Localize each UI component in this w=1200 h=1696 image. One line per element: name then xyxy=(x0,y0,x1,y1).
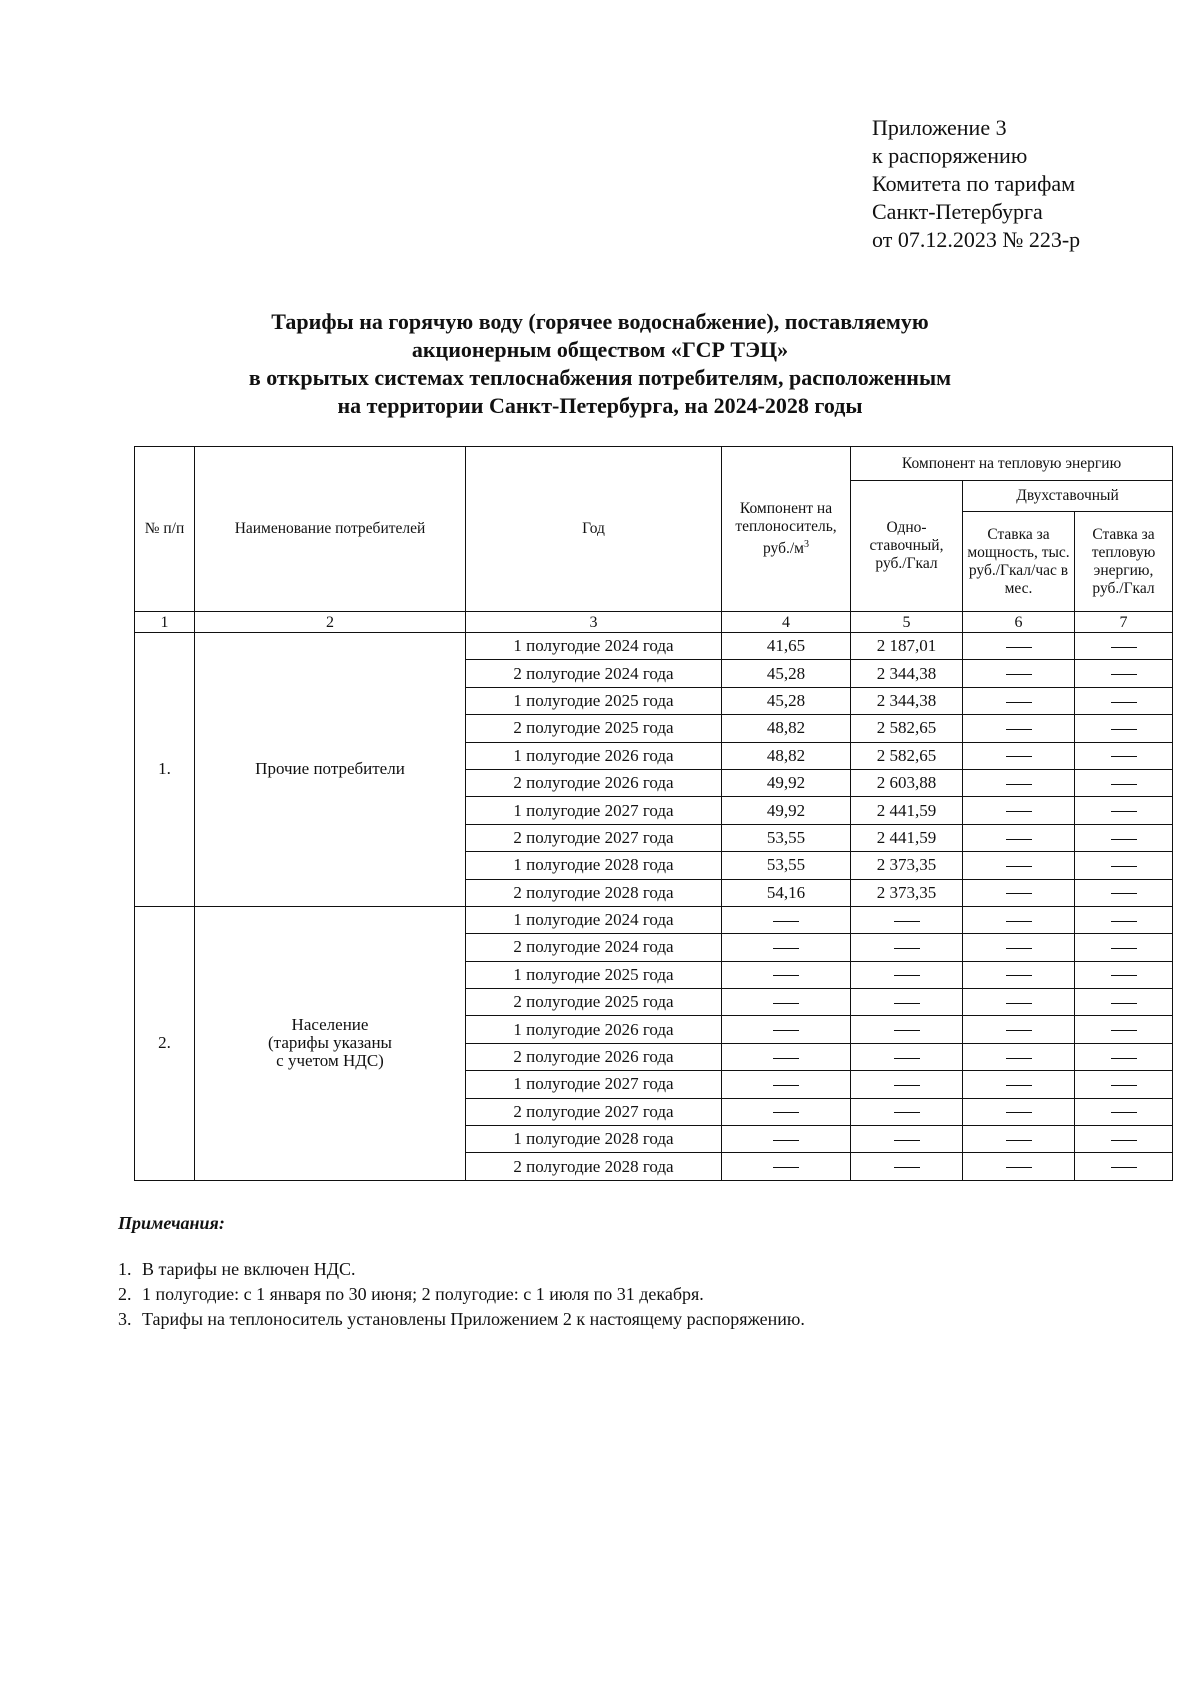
dash-mark xyxy=(1111,1112,1137,1113)
capacity-cell xyxy=(963,769,1075,796)
dash-mark xyxy=(1006,1112,1032,1113)
carrier-cell: 45,28 xyxy=(722,660,851,687)
dash-mark xyxy=(1006,839,1032,840)
dash-mark xyxy=(773,1003,799,1004)
period-cell: 1 полугодие 2027 года xyxy=(466,797,722,824)
period-cell: 2 полугодие 2028 года xyxy=(466,879,722,906)
annex-line: Комитета по тарифам xyxy=(872,171,1076,196)
dash-mark xyxy=(1111,1167,1137,1168)
note-text: 1 полугодие: с 1 января по 30 июня; 2 полугодие: с 1 июля по 31 декабря. xyxy=(142,1284,704,1304)
period-cell: 1 полугодие 2028 года xyxy=(466,1126,722,1153)
dash-mark xyxy=(894,975,920,976)
dash-mark xyxy=(773,921,799,922)
dash-mark xyxy=(894,1058,920,1059)
capacity-cell xyxy=(963,660,1075,687)
energy-cell xyxy=(1075,1153,1173,1180)
dash-mark xyxy=(773,1167,799,1168)
column-number: 2 xyxy=(195,612,466,633)
dash-mark xyxy=(1111,839,1137,840)
dash-mark xyxy=(1006,647,1032,648)
header-consumer: Наименование потребителей xyxy=(195,447,466,612)
annex-reference xyxy=(872,114,1080,254)
capacity-cell xyxy=(963,1153,1075,1180)
carrier-cell: 49,92 xyxy=(722,797,851,824)
carrier-cell xyxy=(722,1016,851,1043)
dash-mark xyxy=(1111,811,1137,812)
title-line: акционерным обществом «ГСР ТЭЦ» xyxy=(411,337,789,362)
single-cell: 2 582,65 xyxy=(851,715,963,742)
tariff-body xyxy=(135,633,1173,1181)
dash-mark xyxy=(1006,975,1032,976)
capacity-cell xyxy=(963,879,1075,906)
dash-mark xyxy=(773,975,799,976)
group-number: 2. xyxy=(135,906,195,1180)
energy-cell xyxy=(1075,879,1173,906)
period-cell: 2 полугодие 2026 года xyxy=(466,769,722,796)
note-number: 1. xyxy=(118,1259,132,1279)
single-cell xyxy=(851,934,963,961)
table-row xyxy=(135,633,1173,660)
carrier-cell: 53,55 xyxy=(722,852,851,879)
dash-mark xyxy=(1006,921,1032,922)
capacity-cell xyxy=(963,961,1075,988)
note-text: В тарифы не включен НДС. xyxy=(142,1259,356,1279)
column-number: 1 xyxy=(135,612,195,633)
annex-line: от 07.12.2023 № 223-р xyxy=(872,227,1081,252)
period-cell: 2 полугодие 2025 года xyxy=(466,989,722,1016)
header-carrier xyxy=(722,447,851,612)
dash-mark xyxy=(1111,674,1137,675)
consumer-name xyxy=(195,906,466,1180)
annex-line: Приложение 3 xyxy=(872,115,1007,140)
period-cell: 2 полугодие 2024 года xyxy=(466,934,722,961)
dash-mark xyxy=(894,1085,920,1086)
capacity-cell xyxy=(963,687,1075,714)
single-cell: 2 582,65 xyxy=(851,742,963,769)
annex-line: к распоряжению xyxy=(872,143,1028,168)
carrier-cell xyxy=(722,906,851,933)
single-cell xyxy=(851,989,963,1016)
dash-mark xyxy=(1111,756,1137,757)
column-number: 5 xyxy=(851,612,963,633)
consumer-name-line: с учетом НДС) xyxy=(276,1051,384,1071)
column-number: 7 xyxy=(1075,612,1173,633)
carrier-cell: 54,16 xyxy=(722,879,851,906)
notes-title: Примечания: xyxy=(118,1213,225,1233)
document-title xyxy=(150,308,1050,420)
dash-mark xyxy=(1111,975,1137,976)
energy-cell xyxy=(1075,1098,1173,1125)
consumer-name-line: Население xyxy=(291,1015,369,1035)
period-cell: 1 полугодие 2025 года xyxy=(466,961,722,988)
dash-mark xyxy=(1111,1140,1137,1141)
dash-mark xyxy=(1111,948,1137,949)
header-year: Год xyxy=(466,447,722,612)
dash-mark xyxy=(1111,647,1137,648)
capacity-cell xyxy=(963,797,1075,824)
single-cell xyxy=(851,1126,963,1153)
dash-mark xyxy=(1006,729,1032,730)
dash-mark xyxy=(1111,866,1137,867)
note-item xyxy=(118,1282,805,1307)
energy-cell xyxy=(1075,633,1173,660)
annex-line: Санкт-Петербурга xyxy=(872,199,1043,224)
energy-cell xyxy=(1075,1126,1173,1153)
energy-cell xyxy=(1075,1071,1173,1098)
capacity-cell xyxy=(963,824,1075,851)
carrier-cell: 41,65 xyxy=(722,633,851,660)
dash-mark xyxy=(1111,1003,1137,1004)
dash-mark xyxy=(773,1140,799,1141)
energy-cell xyxy=(1075,1016,1173,1043)
dash-mark xyxy=(894,1140,920,1141)
dash-mark xyxy=(773,1030,799,1031)
header-carrier-text: Компонент на теплоноситель, руб./м xyxy=(735,499,837,558)
carrier-cell xyxy=(722,989,851,1016)
single-cell xyxy=(851,961,963,988)
period-cell: 1 полугодие 2027 года xyxy=(466,1071,722,1098)
dash-mark xyxy=(773,1085,799,1086)
header-two-rate: Двухставочный xyxy=(963,481,1173,512)
dash-mark xyxy=(1006,674,1032,675)
capacity-cell xyxy=(963,715,1075,742)
single-cell: 2 373,35 xyxy=(851,879,963,906)
carrier-cell: 45,28 xyxy=(722,687,851,714)
capacity-cell xyxy=(963,1043,1075,1070)
energy-cell xyxy=(1075,824,1173,851)
dash-mark xyxy=(1111,729,1137,730)
single-cell: 2 344,38 xyxy=(851,687,963,714)
single-cell xyxy=(851,1043,963,1070)
header-num: № п/п xyxy=(135,447,195,612)
dash-mark xyxy=(894,1030,920,1031)
single-cell xyxy=(851,1016,963,1043)
capacity-cell xyxy=(963,934,1075,961)
energy-cell xyxy=(1075,1043,1173,1070)
dash-mark xyxy=(1006,784,1032,785)
energy-cell xyxy=(1075,906,1173,933)
dash-mark xyxy=(1111,1030,1137,1031)
header-single-rate: Одно-ставочный, руб./Гкал xyxy=(851,481,963,612)
consumer-name-line: (тарифы указаны xyxy=(268,1033,392,1053)
column-number-row xyxy=(135,612,1173,633)
table-row xyxy=(135,906,1173,933)
dash-mark xyxy=(1006,756,1032,757)
header-capacity-rate: Ставка за мощность, тыс. руб./Гкал/час в мес. xyxy=(963,512,1075,612)
header-heat-component: Компонент на тепловую энергию xyxy=(851,447,1173,481)
energy-cell xyxy=(1075,715,1173,742)
dash-mark xyxy=(894,1112,920,1113)
capacity-cell xyxy=(963,906,1075,933)
carrier-cell xyxy=(722,961,851,988)
capacity-cell xyxy=(963,989,1075,1016)
column-number: 6 xyxy=(963,612,1075,633)
single-cell xyxy=(851,1098,963,1125)
dash-mark xyxy=(894,948,920,949)
energy-cell xyxy=(1075,961,1173,988)
note-item xyxy=(118,1307,805,1332)
dash-mark xyxy=(1006,1140,1032,1141)
period-cell: 2 полугодие 2025 года xyxy=(466,715,722,742)
carrier-cell xyxy=(722,1043,851,1070)
dash-mark xyxy=(1006,893,1032,894)
carrier-cell xyxy=(722,1126,851,1153)
capacity-cell xyxy=(963,1098,1075,1125)
single-cell: 2 441,59 xyxy=(851,797,963,824)
dash-mark xyxy=(1006,1085,1032,1086)
energy-cell xyxy=(1075,660,1173,687)
period-cell: 1 полугодие 2028 года xyxy=(466,852,722,879)
period-cell: 1 полугодие 2025 года xyxy=(466,687,722,714)
capacity-cell xyxy=(963,852,1075,879)
dash-mark xyxy=(894,1167,920,1168)
single-cell: 2 187,01 xyxy=(851,633,963,660)
dash-mark xyxy=(773,948,799,949)
single-cell: 2 441,59 xyxy=(851,824,963,851)
period-cell: 2 полугодие 2024 года xyxy=(466,660,722,687)
period-cell: 1 полугодие 2026 года xyxy=(466,1016,722,1043)
header-energy-rate: Ставка за тепловую энергию, руб./Гкал xyxy=(1075,512,1173,612)
header-carrier-sup: 3 xyxy=(803,538,809,550)
energy-cell xyxy=(1075,852,1173,879)
dash-mark xyxy=(1111,921,1137,922)
dash-mark xyxy=(894,1003,920,1004)
period-cell: 2 полугодие 2028 года xyxy=(466,1153,722,1180)
note-item xyxy=(118,1257,805,1282)
energy-cell xyxy=(1075,687,1173,714)
group-number: 1. xyxy=(135,633,195,907)
dash-mark xyxy=(773,1058,799,1059)
dash-mark xyxy=(1006,1003,1032,1004)
energy-cell xyxy=(1075,989,1173,1016)
note-number: 2. xyxy=(118,1284,132,1304)
carrier-cell: 53,55 xyxy=(722,824,851,851)
carrier-cell: 48,82 xyxy=(722,715,851,742)
dash-mark xyxy=(1006,1167,1032,1168)
energy-cell xyxy=(1075,742,1173,769)
period-cell: 1 полугодие 2026 года xyxy=(466,742,722,769)
single-cell xyxy=(851,906,963,933)
capacity-cell xyxy=(963,633,1075,660)
dash-mark xyxy=(1111,784,1137,785)
dash-mark xyxy=(1111,893,1137,894)
dash-mark xyxy=(773,1112,799,1113)
single-cell xyxy=(851,1153,963,1180)
dash-mark xyxy=(1111,1085,1137,1086)
note-number: 3. xyxy=(118,1309,132,1329)
period-cell: 2 полугодие 2026 года xyxy=(466,1043,722,1070)
capacity-cell xyxy=(963,1016,1075,1043)
title-line: в открытых системах теплоснабжения потребителям, расположенным xyxy=(248,365,952,390)
dash-mark xyxy=(1006,1030,1032,1031)
energy-cell xyxy=(1075,797,1173,824)
column-number: 4 xyxy=(722,612,851,633)
period-cell: 2 полугодие 2027 года xyxy=(466,824,722,851)
capacity-cell xyxy=(963,742,1075,769)
dash-mark xyxy=(1006,948,1032,949)
carrier-cell: 48,82 xyxy=(722,742,851,769)
carrier-cell xyxy=(722,934,851,961)
dash-mark xyxy=(1006,866,1032,867)
dash-mark xyxy=(894,921,920,922)
single-cell: 2 344,38 xyxy=(851,660,963,687)
period-cell: 1 полугодие 2024 года xyxy=(466,906,722,933)
period-cell: 2 полугодие 2027 года xyxy=(466,1098,722,1125)
energy-cell xyxy=(1075,934,1173,961)
carrier-cell: 49,92 xyxy=(722,769,851,796)
dash-mark xyxy=(1006,702,1032,703)
dash-mark xyxy=(1006,1058,1032,1059)
dash-mark xyxy=(1111,1058,1137,1059)
single-cell: 2 373,35 xyxy=(851,852,963,879)
dash-mark xyxy=(1111,702,1137,703)
tariff-table xyxy=(134,446,1173,1181)
dash-mark xyxy=(1006,811,1032,812)
single-cell: 2 603,88 xyxy=(851,769,963,796)
title-line: Тарифы на горячую воду (горячее водоснабжение), поставляемую xyxy=(271,309,929,334)
notes-list xyxy=(118,1257,805,1332)
single-cell xyxy=(851,1071,963,1098)
carrier-cell xyxy=(722,1071,851,1098)
capacity-cell xyxy=(963,1126,1075,1153)
capacity-cell xyxy=(963,1071,1075,1098)
consumer-name: Прочие потребители xyxy=(195,633,466,907)
carrier-cell xyxy=(722,1098,851,1125)
title-line: на территории Санкт-Петербурга, на 2024-2028 годы xyxy=(337,393,863,418)
note-text: Тарифы на теплоноситель установлены Приложением 2 к настоящему распоряжению. xyxy=(142,1309,805,1329)
energy-cell xyxy=(1075,769,1173,796)
carrier-cell xyxy=(722,1153,851,1180)
period-cell: 1 полугодие 2024 года xyxy=(466,633,722,660)
column-number: 3 xyxy=(466,612,722,633)
